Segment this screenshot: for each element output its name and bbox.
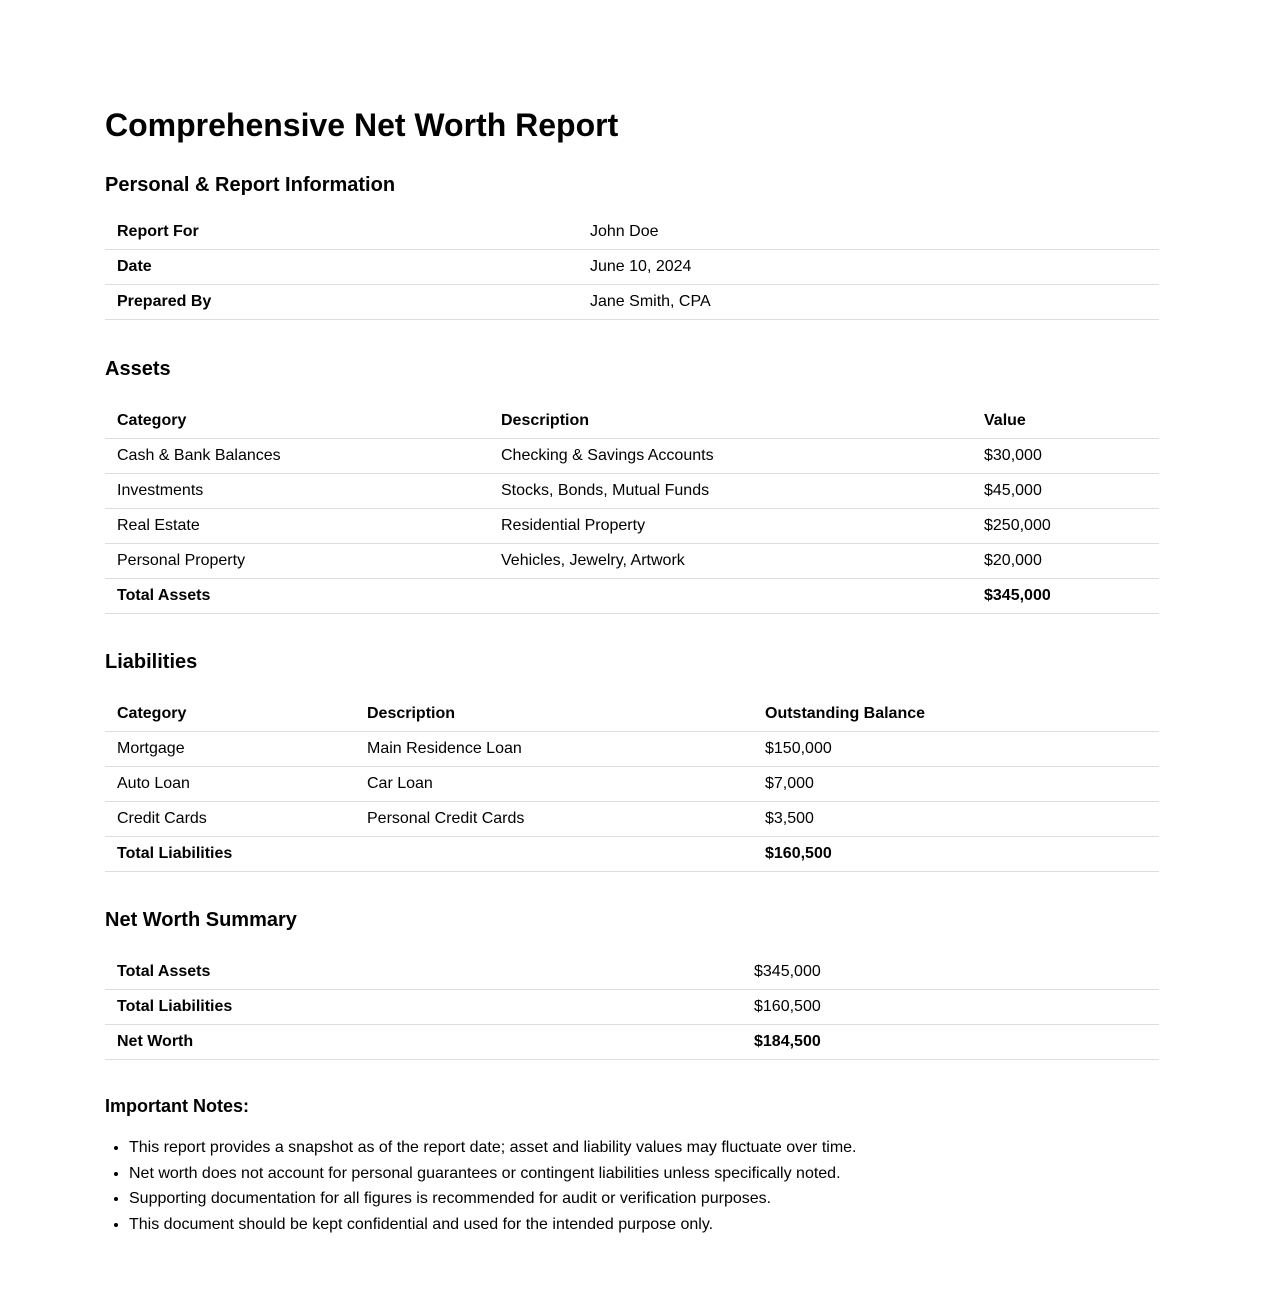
asset-value: $20,000 <box>972 544 1159 579</box>
list-item: • This document should be kept confidential and used for the intended purpose only. <box>129 1212 1159 1238</box>
asset-category: Real Estate <box>105 509 489 544</box>
table-row <box>105 250 1159 285</box>
page-title: Comprehensive Net Worth Report <box>105 107 619 143</box>
table-row <box>105 732 1159 767</box>
liability-description: Car Loan <box>355 767 753 802</box>
total-liabilities-label: Total Liabilities <box>105 837 355 872</box>
liability-category: Auto Loan <box>105 767 355 802</box>
personal-info-table <box>105 215 1159 320</box>
summary-value: $160,500 <box>742 990 1159 1025</box>
liability-balance: $7,000 <box>753 767 1159 802</box>
table-row <box>105 439 1159 474</box>
row-label: Date <box>105 250 578 285</box>
report-container <box>105 0 1159 1237</box>
table-header-row <box>105 697 1159 732</box>
table-row <box>105 802 1159 837</box>
asset-description: Stocks, Bonds, Mutual Funds <box>489 474 972 509</box>
row-value: Jane Smith, CPA <box>578 285 1159 320</box>
column-header-description: Description <box>355 697 753 732</box>
personal-info-heading: Personal & Report Information <box>105 174 396 196</box>
net-worth-row <box>105 1025 1159 1060</box>
total-assets-label: Total Assets <box>105 579 489 614</box>
empty-cell <box>489 579 972 614</box>
row-value: John Doe <box>578 215 1159 250</box>
liability-description: Main Residence Loan <box>355 732 753 767</box>
column-header-value: Value <box>972 404 1159 439</box>
table-row <box>105 544 1159 579</box>
table-row <box>105 955 1159 990</box>
liabilities-heading: Liabilities <box>105 651 198 673</box>
summary-label: Total Assets <box>105 955 742 990</box>
empty-cell <box>355 837 753 872</box>
table-row <box>105 990 1159 1025</box>
table-row <box>105 474 1159 509</box>
liability-balance: $150,000 <box>753 732 1159 767</box>
liability-balance: $3,500 <box>753 802 1159 837</box>
liability-category: Mortgage <box>105 732 355 767</box>
list-item: • This report provides a snapshot as of the report date; asset and liability values may fluctuate over time. <box>129 1135 1159 1161</box>
assets-heading: Assets <box>105 358 171 380</box>
row-value: June 10, 2024 <box>578 250 1159 285</box>
asset-category: Cash & Bank Balances <box>105 439 489 474</box>
table-row <box>105 215 1159 250</box>
liability-category: Credit Cards <box>105 802 355 837</box>
net-worth-summary-heading: Net Worth Summary <box>105 909 297 931</box>
asset-description: Residential Property <box>489 509 972 544</box>
asset-description: Vehicles, Jewelry, Artwork <box>489 544 972 579</box>
net-worth-summary-table <box>105 955 1159 1060</box>
table-header-row <box>105 404 1159 439</box>
asset-description: Checking & Savings Accounts <box>489 439 972 474</box>
row-label: Prepared By <box>105 285 578 320</box>
asset-value: $30,000 <box>972 439 1159 474</box>
asset-category: Investments <box>105 474 489 509</box>
liability-description: Personal Credit Cards <box>355 802 753 837</box>
table-row <box>105 509 1159 544</box>
summary-value: $345,000 <box>742 955 1159 990</box>
total-liabilities-value: $160,500 <box>753 837 1159 872</box>
asset-value: $250,000 <box>972 509 1159 544</box>
table-row <box>105 767 1159 802</box>
summary-label: Total Liabilities <box>105 990 742 1025</box>
net-worth-label: Net Worth <box>105 1025 742 1060</box>
table-row <box>105 285 1159 320</box>
total-liabilities-row <box>105 837 1159 872</box>
important-notes-heading: Important Notes: <box>105 1096 249 1116</box>
column-header-category: Category <box>105 404 489 439</box>
column-header-category: Category <box>105 697 355 732</box>
liabilities-table <box>105 697 1159 872</box>
assets-table <box>105 404 1159 614</box>
column-header-description: Description <box>489 404 972 439</box>
asset-category: Personal Property <box>105 544 489 579</box>
column-header-outstanding-balance: Outstanding Balance <box>753 697 1159 732</box>
net-worth-value: $184,500 <box>742 1025 1159 1060</box>
asset-value: $45,000 <box>972 474 1159 509</box>
total-assets-row <box>105 579 1159 614</box>
notes-list <box>105 1135 1159 1237</box>
list-item: • Supporting documentation for all figures is recommended for audit or verification purposes. <box>129 1186 1159 1212</box>
row-label: Report For <box>105 215 578 250</box>
total-assets-value: $345,000 <box>972 579 1159 614</box>
list-item: • Net worth does not account for personal guarantees or contingent liabilities unless specifically noted. <box>129 1161 1159 1187</box>
